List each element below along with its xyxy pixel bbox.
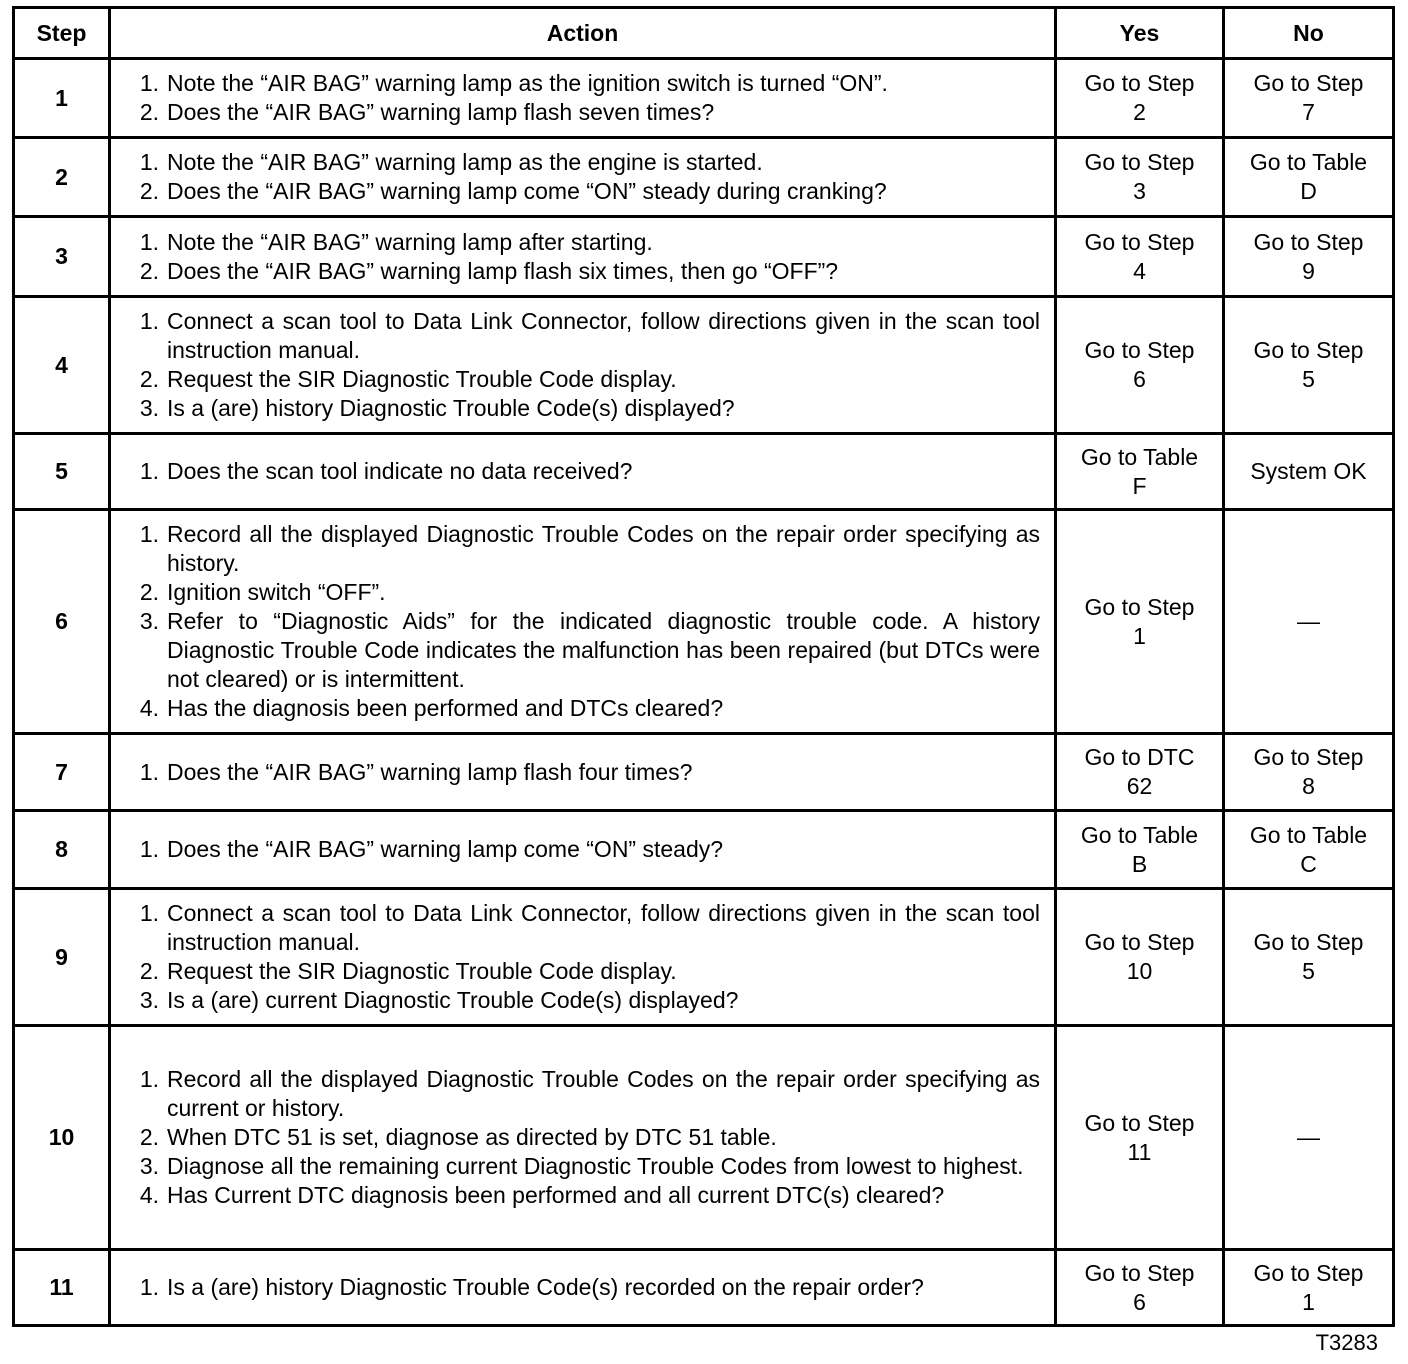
table-row bbox=[14, 889, 1394, 1026]
action-item-number: 2. bbox=[139, 579, 159, 605]
action-list bbox=[125, 1273, 1040, 1302]
action-cell bbox=[110, 889, 1056, 1026]
no-cell-line: C bbox=[1300, 850, 1317, 877]
header-action: Action bbox=[110, 8, 1056, 59]
action-item-number: 2. bbox=[139, 99, 159, 125]
action-item-text: Does the scan tool indicate no data received? bbox=[167, 458, 633, 484]
action-item bbox=[125, 1152, 1040, 1181]
action-list bbox=[125, 1065, 1040, 1210]
action-item bbox=[125, 986, 1040, 1015]
action-cell bbox=[110, 59, 1056, 138]
action-item-text: Is a (are) history Diagnostic Trouble Code(s) displayed? bbox=[167, 395, 735, 421]
action-item-number: 2. bbox=[139, 1124, 159, 1150]
action-item bbox=[125, 758, 1040, 787]
yes-cell-line: Go to DTC bbox=[1084, 744, 1195, 770]
yes-cell-line: Go to Step bbox=[1084, 70, 1195, 96]
action-cell bbox=[110, 1250, 1056, 1326]
no-cell bbox=[1224, 811, 1394, 889]
action-list bbox=[125, 148, 1040, 206]
no-cell-line: Go to Step bbox=[1253, 1259, 1364, 1286]
step-number: 10 bbox=[14, 1026, 110, 1250]
action-item bbox=[125, 899, 1040, 957]
action-item bbox=[125, 1273, 1040, 1302]
header-yes: Yes bbox=[1056, 8, 1224, 59]
no-cell-line: — bbox=[1297, 608, 1320, 634]
action-list bbox=[125, 520, 1040, 723]
no-cell-line: Go to Table bbox=[1249, 821, 1368, 848]
action-item-text: Request the SIR Diagnostic Trouble Code display. bbox=[167, 958, 677, 984]
yes-cell-line: 11 bbox=[1127, 1138, 1152, 1165]
action-item-number: 2. bbox=[139, 958, 159, 984]
action-list bbox=[125, 69, 1040, 127]
action-item bbox=[125, 257, 1040, 286]
yes-cell-line: 10 bbox=[1126, 958, 1153, 984]
yes-cell-line: F bbox=[1132, 472, 1147, 499]
table-row bbox=[14, 297, 1394, 434]
action-item-number: 3. bbox=[139, 1153, 159, 1179]
no-cell-line: Go to Step bbox=[1253, 228, 1364, 255]
header-step: Step bbox=[14, 8, 110, 59]
action-item-text: Note the “AIR BAG” warning lamp as the engine is started. bbox=[167, 149, 763, 175]
action-item-text: Does the “AIR BAG” warning lamp flash six times, then go “OFF”? bbox=[167, 257, 839, 284]
action-item-number: 1. bbox=[139, 758, 159, 785]
step-number: 6 bbox=[14, 510, 110, 734]
action-item bbox=[125, 835, 1040, 864]
yes-cell-line: Go to Table bbox=[1080, 821, 1199, 848]
no-cell-line: Go to Step bbox=[1253, 70, 1364, 96]
no-cell-line: Go to Table bbox=[1249, 149, 1368, 175]
action-item-text: Connect a scan tool to Data Link Connector, follow directions given in the scan tool instruction manual. bbox=[167, 308, 1040, 363]
action-list bbox=[125, 228, 1040, 286]
action-item-number: 1. bbox=[139, 836, 159, 862]
action-item-text: Record all the displayed Diagnostic Trouble Codes on the repair order specifying as history. bbox=[167, 521, 1040, 576]
no-cell bbox=[1224, 59, 1394, 138]
step-number: 1 bbox=[14, 59, 110, 138]
no-cell bbox=[1224, 434, 1394, 510]
no-cell-line: Go to Step bbox=[1253, 929, 1364, 955]
action-item-number: 1. bbox=[139, 521, 159, 547]
action-list bbox=[125, 758, 1040, 787]
step-number: 8 bbox=[14, 811, 110, 889]
action-item-text: Is a (are) history Diagnostic Trouble Code(s) recorded on the repair order? bbox=[167, 1274, 924, 1300]
no-cell-line: Go to Step bbox=[1253, 744, 1364, 770]
action-cell bbox=[110, 217, 1056, 297]
action-cell bbox=[110, 1026, 1056, 1250]
yes-cell-line: 6 bbox=[1133, 1288, 1146, 1315]
yes-cell bbox=[1056, 59, 1224, 138]
action-item-number: 2. bbox=[139, 366, 159, 392]
no-cell-line: Go to Step bbox=[1253, 337, 1364, 363]
yes-cell bbox=[1056, 138, 1224, 217]
yes-cell bbox=[1056, 811, 1224, 889]
yes-cell-line: Go to Step bbox=[1084, 1109, 1195, 1136]
yes-cell-line: Go to Step bbox=[1084, 228, 1195, 255]
action-item-text: Ignition switch “OFF”. bbox=[167, 579, 386, 605]
action-item-number: 3. bbox=[139, 395, 159, 421]
no-cell-line: 9 bbox=[1302, 257, 1315, 284]
step-number: 5 bbox=[14, 434, 110, 510]
no-cell bbox=[1224, 297, 1394, 434]
table-row bbox=[14, 217, 1394, 297]
yes-cell-line: 1 bbox=[1133, 622, 1146, 649]
action-item-number: 4. bbox=[139, 1182, 159, 1208]
action-cell bbox=[110, 138, 1056, 217]
step-number: 11 bbox=[14, 1250, 110, 1326]
yes-cell bbox=[1056, 734, 1224, 811]
action-item bbox=[125, 1181, 1040, 1210]
yes-cell-line: Go to Step bbox=[1084, 929, 1195, 955]
yes-cell bbox=[1056, 297, 1224, 434]
action-item-text: Note the “AIR BAG” warning lamp as the ignition switch is turned “ON”. bbox=[167, 70, 888, 96]
step-number: 7 bbox=[14, 734, 110, 811]
action-cell bbox=[110, 434, 1056, 510]
table-body bbox=[14, 59, 1394, 1326]
action-item-text: Is a (are) current Diagnostic Trouble Code(s) displayed? bbox=[167, 987, 739, 1013]
action-cell bbox=[110, 734, 1056, 811]
action-item bbox=[125, 1065, 1040, 1123]
yes-cell bbox=[1056, 510, 1224, 734]
yes-cell-line: 2 bbox=[1133, 99, 1146, 125]
step-number: 2 bbox=[14, 138, 110, 217]
yes-cell bbox=[1056, 434, 1224, 510]
action-item bbox=[125, 148, 1040, 177]
no-cell bbox=[1224, 734, 1394, 811]
action-item-number: 1. bbox=[139, 900, 159, 926]
action-item bbox=[125, 98, 1040, 127]
yes-cell-line: Go to Step bbox=[1084, 337, 1195, 363]
action-item bbox=[125, 228, 1040, 257]
no-cell-line: 8 bbox=[1302, 773, 1315, 799]
table-row bbox=[14, 510, 1394, 734]
yes-cell-line: Go to Step bbox=[1084, 593, 1195, 620]
diagnostic-table bbox=[12, 6, 1395, 1327]
action-item-number: 3. bbox=[139, 608, 159, 634]
action-item bbox=[125, 177, 1040, 206]
yes-cell-line: 4 bbox=[1133, 257, 1146, 284]
action-item-text: Record all the displayed Diagnostic Trouble Codes on the repair order specifying as current or history. bbox=[167, 1066, 1040, 1121]
yes-cell bbox=[1056, 889, 1224, 1026]
action-item-text: Has the diagnosis been performed and DTCs cleared? bbox=[167, 695, 724, 721]
action-list bbox=[125, 835, 1040, 864]
action-item-text: Refer to “Diagnostic Aids” for the indicated diagnostic trouble code. A history Diagnostic Trouble Code indicates the malfunction has been repaired (but DTCs were not cleared) or is intermittent. bbox=[167, 608, 1040, 692]
action-item bbox=[125, 365, 1040, 394]
action-item-text: Does the “AIR BAG” warning lamp come “ON” steady during cranking? bbox=[167, 178, 887, 204]
action-item bbox=[125, 69, 1040, 98]
action-item bbox=[125, 1123, 1040, 1152]
no-cell-line: 1 bbox=[1302, 1288, 1315, 1315]
action-item bbox=[125, 607, 1040, 694]
action-item-text: Has Current DTC diagnosis been performed and all current DTC(s) cleared? bbox=[167, 1182, 945, 1208]
yes-cell-line: Go to Table bbox=[1080, 443, 1199, 470]
action-item-number: 2. bbox=[139, 178, 159, 204]
action-item bbox=[125, 394, 1040, 423]
action-item-number: 2. bbox=[139, 257, 159, 284]
action-item-number: 1. bbox=[139, 149, 159, 175]
no-cell-line: 5 bbox=[1302, 958, 1315, 984]
step-number: 4 bbox=[14, 297, 110, 434]
action-item-number: 1. bbox=[139, 1274, 159, 1300]
table-row bbox=[14, 138, 1394, 217]
yes-cell bbox=[1056, 1250, 1224, 1326]
action-item bbox=[125, 457, 1040, 486]
no-cell-line: — bbox=[1297, 1124, 1320, 1150]
action-item bbox=[125, 957, 1040, 986]
action-item-number: 4. bbox=[139, 695, 159, 721]
action-item-number: 1. bbox=[139, 308, 159, 334]
action-list bbox=[125, 899, 1040, 1015]
action-list bbox=[125, 307, 1040, 423]
action-item-number: 1. bbox=[139, 458, 159, 484]
yes-cell-line: Go to Step bbox=[1084, 149, 1195, 175]
action-item-text: Request the SIR Diagnostic Trouble Code display. bbox=[167, 366, 677, 392]
action-item-text: Connect a scan tool to Data Link Connector, follow directions given in the scan tool instruction manual. bbox=[167, 900, 1040, 955]
reference-code: T3283 bbox=[1315, 1330, 1378, 1355]
action-item-text: Does the “AIR BAG” warning lamp flash four times? bbox=[167, 758, 693, 785]
no-cell bbox=[1224, 1250, 1394, 1326]
step-number: 9 bbox=[14, 889, 110, 1026]
action-item bbox=[125, 694, 1040, 723]
action-item-number: 1. bbox=[139, 1066, 159, 1092]
action-item-number: 1. bbox=[139, 228, 159, 255]
action-item bbox=[125, 307, 1040, 365]
no-cell bbox=[1224, 138, 1394, 217]
table-row bbox=[14, 59, 1394, 138]
action-item-text: Does the “AIR BAG” warning lamp come “ON” steady? bbox=[167, 836, 724, 862]
yes-cell-line: 62 bbox=[1126, 773, 1153, 799]
table-row bbox=[14, 811, 1394, 889]
action-item-text: When DTC 51 is set, diagnose as directed by DTC 51 table. bbox=[167, 1124, 777, 1150]
action-list bbox=[125, 457, 1040, 486]
action-item-text: Note the “AIR BAG” warning lamp after starting. bbox=[167, 228, 653, 255]
action-item-text: Does the “AIR BAG” warning lamp flash seven times? bbox=[167, 99, 715, 125]
action-item-text: Diagnose all the remaining current Diagnostic Trouble Codes from lowest to highest. bbox=[167, 1153, 1024, 1179]
yes-cell-line: 6 bbox=[1133, 366, 1146, 392]
no-cell bbox=[1224, 889, 1394, 1026]
yes-cell-line: Go to Step bbox=[1084, 1259, 1195, 1286]
no-cell bbox=[1224, 510, 1394, 734]
action-item-number: 3. bbox=[139, 987, 159, 1013]
table-row bbox=[14, 434, 1394, 510]
yes-cell bbox=[1056, 1026, 1224, 1250]
no-cell bbox=[1224, 217, 1394, 297]
header-no: No bbox=[1224, 8, 1394, 59]
table-row bbox=[14, 1250, 1394, 1326]
no-cell-line: 5 bbox=[1302, 366, 1315, 392]
yes-cell-line: 3 bbox=[1133, 178, 1146, 204]
action-cell bbox=[110, 510, 1056, 734]
yes-cell bbox=[1056, 217, 1224, 297]
action-item-number: 1. bbox=[139, 70, 159, 96]
no-cell-line: 7 bbox=[1302, 99, 1315, 125]
table-row bbox=[14, 1026, 1394, 1250]
table-row bbox=[14, 734, 1394, 811]
no-cell-line: D bbox=[1300, 178, 1317, 204]
no-cell bbox=[1224, 1026, 1394, 1250]
action-item bbox=[125, 520, 1040, 578]
action-cell bbox=[110, 811, 1056, 889]
action-cell bbox=[110, 297, 1056, 434]
yes-cell-line: B bbox=[1131, 850, 1148, 877]
header-row bbox=[14, 8, 1394, 59]
no-cell-line: System OK bbox=[1250, 458, 1367, 484]
action-item bbox=[125, 578, 1040, 607]
step-number: 3 bbox=[14, 217, 110, 297]
